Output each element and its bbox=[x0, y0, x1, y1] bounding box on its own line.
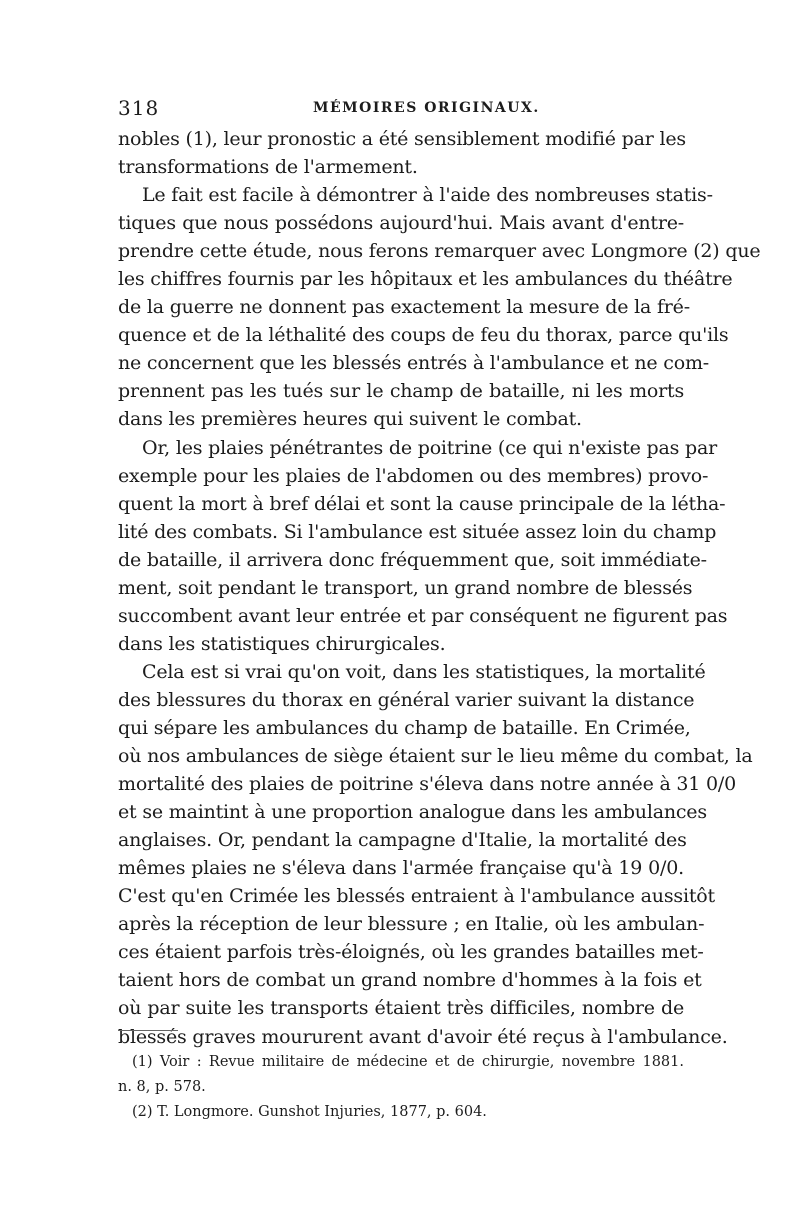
text-line: prennent pas les tués sur le champ de bataille, ni les morts bbox=[118, 380, 684, 403]
body-text bbox=[118, 125, 761, 1051]
text-line: des blessures du thorax en général varier suivant la distance bbox=[118, 688, 695, 711]
text-line: nobles (1), leur pronostic a été sensiblement modifié par les bbox=[118, 128, 686, 150]
footnote-1-continuation: n. 8, p. 578. bbox=[118, 1079, 206, 1095]
text-line: succombent avant leur entrée et par conséquent ne figurent pas bbox=[118, 604, 728, 627]
text-line: de bataille, il arrivera donc fréquemment que, soit immédiate- bbox=[118, 548, 707, 571]
text-line: lité des combats. Si l'ambulance est située assez loin du champ bbox=[118, 520, 717, 543]
text-line: Or, les plaies pénétrantes de poitrine (ce qui n'existe pas par bbox=[142, 436, 717, 459]
text-line: les chiffres fournis par les hôpitaux et les ambulances du théâtre bbox=[118, 268, 733, 291]
text-line: exemple pour les plaies de l'abdomen ou des membres) provo- bbox=[118, 464, 709, 487]
text-line: ment, soit pendant le transport, un grand nombre de blessés bbox=[118, 576, 693, 599]
footnote-divider bbox=[118, 1030, 178, 1031]
text-line: mortalité des plaies de poitrine s'éleva dans notre année à 31 0/0 bbox=[118, 773, 737, 796]
text-line: qui sépare les ambulances du champ de bataille. En Crimée, bbox=[118, 716, 691, 739]
text-line: anglaises. Or, pendant la campagne d'Italie, la mortalité des bbox=[118, 829, 687, 852]
text-line: C'est qu'en Crimée les blessés entraient à l'ambulance aussitôt bbox=[118, 885, 715, 908]
text-line: transformations de l'armement. bbox=[118, 156, 418, 179]
text-line: après la réception de leur blessure ; en Italie, où les ambulan- bbox=[118, 913, 705, 936]
page-number: 318 bbox=[118, 96, 160, 120]
footnotes bbox=[118, 1050, 684, 1125]
text-line: quence et de la léthalité des coups de feu du thorax, parce qu'ils bbox=[118, 324, 729, 347]
text-line: où nos ambulances de siège étaient sur le lieu même du combat, la bbox=[118, 745, 753, 768]
running-title: MÉMOIRES ORIGINAUX. bbox=[313, 100, 540, 116]
text-line: de la guerre ne donnent pas exactement la mesure de la fré- bbox=[118, 296, 690, 319]
text-line: blessés graves moururent avant d'avoir été reçus à l'ambulance. bbox=[118, 1025, 728, 1048]
text-line: ces étaient parfois très-éloignés, où les grandes batailles met- bbox=[118, 941, 704, 964]
footnote-1: (1) Voir : Revue militaire de médecine et de chirurgie, novembre 1881. bbox=[132, 1054, 684, 1070]
text-line: prendre cette étude, nous ferons remarquer avec Longmore (2) que bbox=[118, 240, 761, 263]
text-line: Le fait est facile à démontrer à l'aide des nombreuses statis- bbox=[142, 184, 713, 207]
text-line: tiques que nous possédons aujourd'hui. Mais avant d'entre- bbox=[118, 212, 684, 235]
footnote-2: (2) T. Longmore. Gunshot Injuries, 1877, p. 604. bbox=[132, 1104, 487, 1120]
text-line: où par suite les transports étaient très difficiles, nombre de bbox=[118, 997, 684, 1020]
text-line: et se maintint à une proportion analogue dans les ambulances bbox=[118, 801, 707, 824]
text-line: dans les statistiques chirurgicales. bbox=[118, 632, 446, 655]
text-line: taient hors de combat un grand nombre d'hommes à la fois et bbox=[118, 969, 702, 992]
text-line: ne concernent que les blessés entrés à l'ambulance et ne com- bbox=[118, 352, 709, 375]
text-line: Cela est si vrai qu'on voit, dans les statistiques, la mortalité bbox=[142, 660, 706, 683]
page-header bbox=[118, 96, 684, 126]
text-line: quent la mort à bref délai et sont la cause principale de la létha- bbox=[118, 492, 726, 515]
text-line: dans les premières heures qui suivent le combat. bbox=[118, 408, 582, 431]
text-line: mêmes plaies ne s'éleva dans l'armée française qu'à 19 0/0. bbox=[118, 857, 684, 880]
